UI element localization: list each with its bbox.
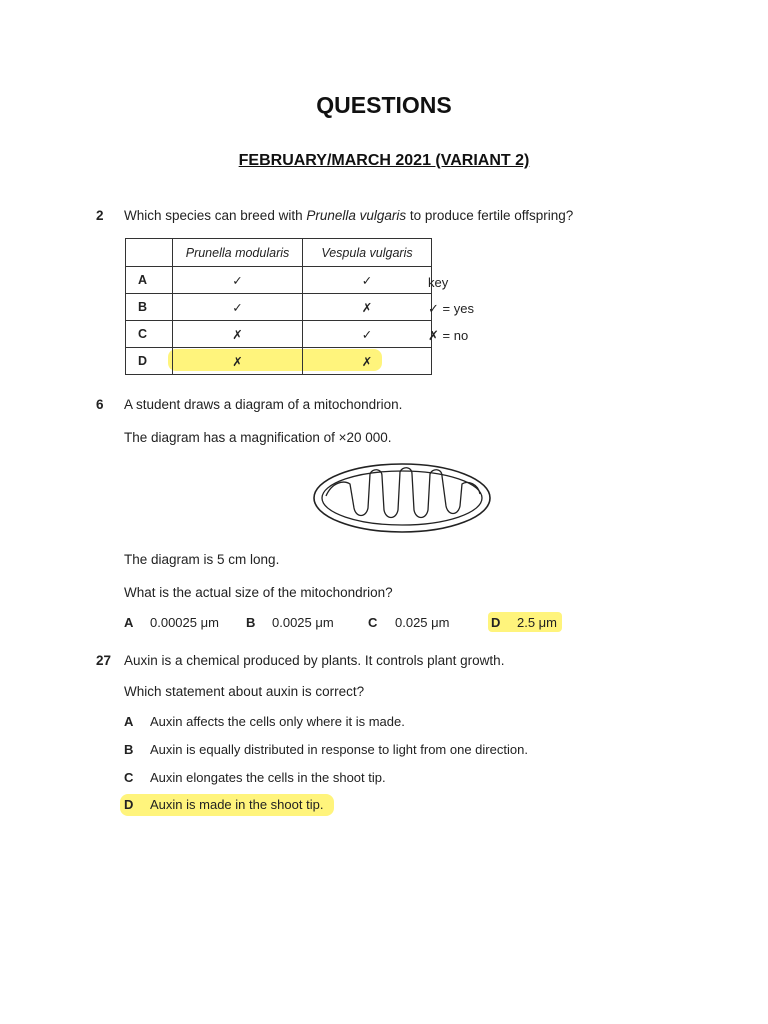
question-2-text: [124, 208, 573, 223]
row-label: B: [126, 294, 173, 321]
question-2-number: 2: [96, 208, 104, 223]
option-letter: D: [124, 797, 134, 812]
key-title: key: [428, 275, 449, 290]
question-2-species: Prunella vulgaris: [306, 208, 407, 223]
row-label: A: [126, 267, 173, 294]
key-no: ✗ = no: [428, 328, 469, 343]
column-header-1: Prunella modularis: [173, 239, 303, 267]
option-letter: A: [124, 714, 134, 729]
cell-col2: ✗: [303, 348, 432, 375]
option-value: 2.5 μm: [517, 615, 558, 630]
option-letter: C: [124, 770, 134, 785]
cell-col1: ✓: [173, 267, 303, 294]
question-27-number: 27: [96, 653, 112, 668]
question-6-line1: A student draws a diagram of a mitochondrion.: [124, 397, 403, 412]
column-header-2: Vespula vulgaris: [303, 239, 432, 267]
page-title: QUESTIONS: [316, 92, 452, 118]
table-row: [126, 348, 432, 375]
option-text: Auxin is equally distributed in response to light from one direction.: [150, 742, 528, 757]
row-label: C: [126, 321, 173, 348]
question-6-line3: The diagram is 5 cm long.: [124, 552, 280, 567]
table-row: [126, 294, 432, 321]
cell-col1: ✗: [173, 348, 303, 375]
option-text: Auxin elongates the cells in the shoot tip.: [150, 770, 386, 785]
question-6-line2: The diagram has a magnification of ×20 000.: [124, 430, 392, 445]
question-2-text-before: Which species can breed with: [124, 208, 307, 223]
option-letter: B: [124, 742, 134, 757]
option-letter: B: [246, 615, 256, 630]
option-text: Auxin is made in the shoot tip.: [150, 797, 324, 812]
page-subtitle: FEBRUARY/MARCH 2021 (VARIANT 2): [238, 152, 530, 169]
question-2-text-after: to produce fertile offspring?: [406, 208, 574, 223]
cell-col2: ✗: [303, 294, 432, 321]
cell-col2: ✓: [303, 267, 432, 294]
table-row: [126, 267, 432, 294]
question-6-line4: What is the actual size of the mitochondrion?: [124, 585, 393, 600]
row-label: D: [126, 348, 173, 375]
table-header-row: [126, 239, 432, 267]
table-row: [126, 321, 432, 348]
cell-col2: ✓: [303, 321, 432, 348]
question-27-line1: Auxin is a chemical produced by plants. It controls plant growth.: [124, 653, 505, 668]
option-value: 0.00025 μm: [150, 615, 219, 630]
mitochondrion-diagram: [310, 460, 495, 540]
cell-col1: ✗: [173, 321, 303, 348]
table-corner-cell: [126, 239, 173, 267]
species-table: [125, 238, 432, 375]
question-6-number: 6: [96, 397, 104, 412]
cell-col1: ✓: [173, 294, 303, 321]
option-value: 0.0025 μm: [272, 615, 334, 630]
option-value: 0.025 μm: [395, 615, 450, 630]
question-27-line2: Which statement about auxin is correct?: [124, 684, 365, 699]
key-yes: ✓ = yes: [428, 301, 474, 316]
option-text: Auxin affects the cells only where it is made.: [150, 714, 405, 729]
option-letter: C: [368, 615, 378, 630]
option-letter: D: [491, 615, 501, 630]
option-letter: A: [124, 615, 134, 630]
